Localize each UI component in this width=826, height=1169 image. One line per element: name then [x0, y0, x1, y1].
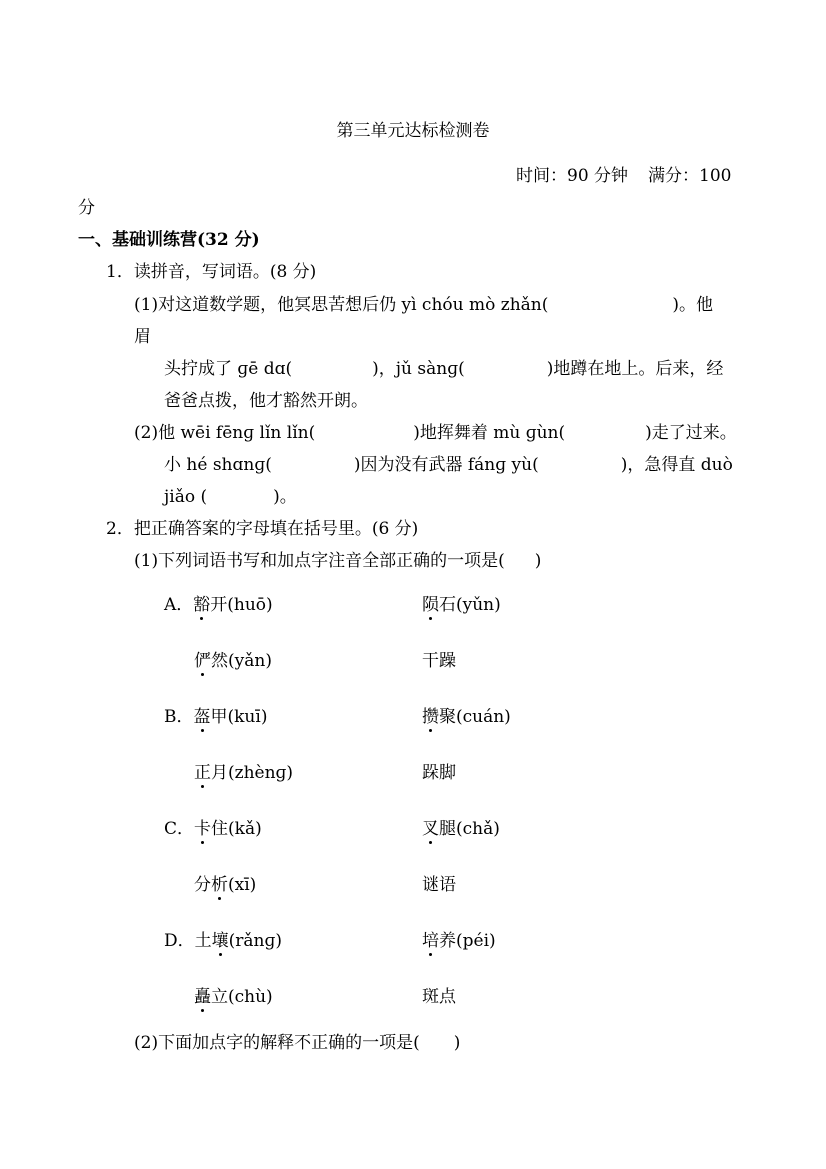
- q1-text: )，急得直 duò: [620, 455, 733, 475]
- word: 石(yǔn): [439, 595, 501, 615]
- page-title: 第三单元达标检测卷: [336, 121, 490, 141]
- word: 分: [194, 875, 211, 895]
- option-d-word-2: [422, 931, 496, 951]
- option-b-word-3: [194, 763, 293, 783]
- word: (rǎnɡ): [228, 931, 282, 951]
- question-2-sub-2: [134, 1033, 460, 1053]
- option-b-row-1: [164, 707, 267, 727]
- question-1-line-1-wrap: 眉: [134, 327, 151, 347]
- question-1-line-6: [164, 487, 297, 507]
- word: 甲(kuī): [210, 707, 268, 727]
- dotted-char: 析: [211, 875, 228, 895]
- q2-text: (1)下列词语书写和加点字注音全部正确的一项是(: [134, 551, 505, 571]
- dotted-char: 正: [194, 763, 211, 783]
- q1-text: )地挥舞着 mù ɡùn(: [413, 423, 566, 443]
- word: (xī): [228, 875, 257, 895]
- q1-text: 头拧成了 ɡē dɑ(: [164, 359, 293, 379]
- word: 立(chù): [211, 987, 273, 1007]
- option-letter: B．: [164, 707, 194, 727]
- dotted-char: 叉: [422, 819, 439, 839]
- option-d-row-1: [164, 931, 282, 951]
- question-1-line-5: [164, 455, 733, 475]
- word: 聚(cuán): [439, 707, 511, 727]
- option-d-word-4: 斑点: [422, 987, 456, 1007]
- option-letter: C．: [164, 819, 195, 839]
- q1-text: )走了过来。: [645, 423, 737, 443]
- question-1-line-1: [134, 295, 713, 315]
- word: 月(zhènɡ): [211, 763, 294, 783]
- q1-text: )。他: [672, 295, 714, 315]
- question-2-stem: 2．把正确答案的字母填在括号里。(6 分): [106, 519, 419, 539]
- section-heading: 一、基础训练营(32 分): [78, 230, 260, 250]
- option-letter: D．: [164, 931, 195, 951]
- dotted-char: 培: [422, 931, 439, 951]
- question-2-sub-1: [134, 551, 541, 571]
- dotted-char: 豁: [193, 595, 211, 615]
- option-a-word-3: [194, 651, 272, 671]
- word: 开(huō): [210, 595, 273, 615]
- option-b-word-4: 跺脚: [422, 763, 456, 783]
- option-c-row-1: [164, 819, 262, 839]
- dotted-char: 陨: [422, 595, 439, 615]
- q1-text: jiǎo (: [164, 487, 208, 507]
- full-score-unit: 分: [78, 198, 95, 218]
- q1-text: )因为没有武器 fánɡ yù(: [353, 455, 539, 475]
- q2-text: (2)下面加点字的解释不正确的一项是(: [134, 1033, 420, 1053]
- q1-text: )，jǔ sànɡ(: [372, 359, 465, 379]
- dotted-char: 俨: [194, 651, 211, 671]
- option-a-word-2: [422, 595, 501, 615]
- dotted-char: 壤: [211, 931, 229, 951]
- word: 养(péi): [439, 931, 496, 951]
- q1-text: )地蹲在地上。后来，经: [546, 359, 724, 379]
- q1-text: 小 hé shɑnɡ(: [164, 455, 272, 475]
- option-c-word-4: 谜语: [422, 875, 456, 895]
- dotted-char: 盔: [193, 707, 211, 727]
- q1-text: (1)对这道数学题，他冥思苦想后仍 yì chóu mò zhǎn(: [134, 295, 549, 315]
- full-score: 满分：100: [648, 166, 732, 186]
- word: 土: [194, 931, 212, 951]
- dotted-char: 攒: [422, 707, 439, 727]
- option-letter: A．: [164, 595, 194, 615]
- word: 然(yǎn): [211, 651, 272, 671]
- time-limit: 时间：90 分钟: [516, 166, 629, 186]
- q1-text: (2)他 wēi fēnɡ lǐn lǐn(: [134, 423, 316, 443]
- dotted-char: 卡: [194, 819, 212, 839]
- question-1-line-3: 爸爸点拨，他才豁然开朗。: [164, 391, 368, 411]
- exam-meta: [516, 166, 732, 186]
- option-c-word-2: [422, 819, 500, 839]
- option-d-word-3: [194, 987, 273, 1007]
- option-a-row-1: [164, 595, 273, 615]
- question-1-stem: 1．读拼音，写词语。(8 分): [106, 262, 317, 282]
- question-1-line-4: [134, 423, 737, 443]
- option-b-word-2: [422, 707, 511, 727]
- option-c-word-3: [194, 875, 256, 895]
- q1-text: )。: [273, 487, 297, 507]
- q2-text: ): [453, 1033, 461, 1053]
- word: 住(kǎ): [211, 819, 262, 839]
- dotted-char: 矗: [194, 987, 211, 1007]
- word: 腿(chǎ): [439, 819, 500, 839]
- question-1-line-2: [164, 359, 723, 379]
- q2-text: ): [534, 551, 542, 571]
- option-a-word-4: 干躁: [422, 651, 456, 671]
